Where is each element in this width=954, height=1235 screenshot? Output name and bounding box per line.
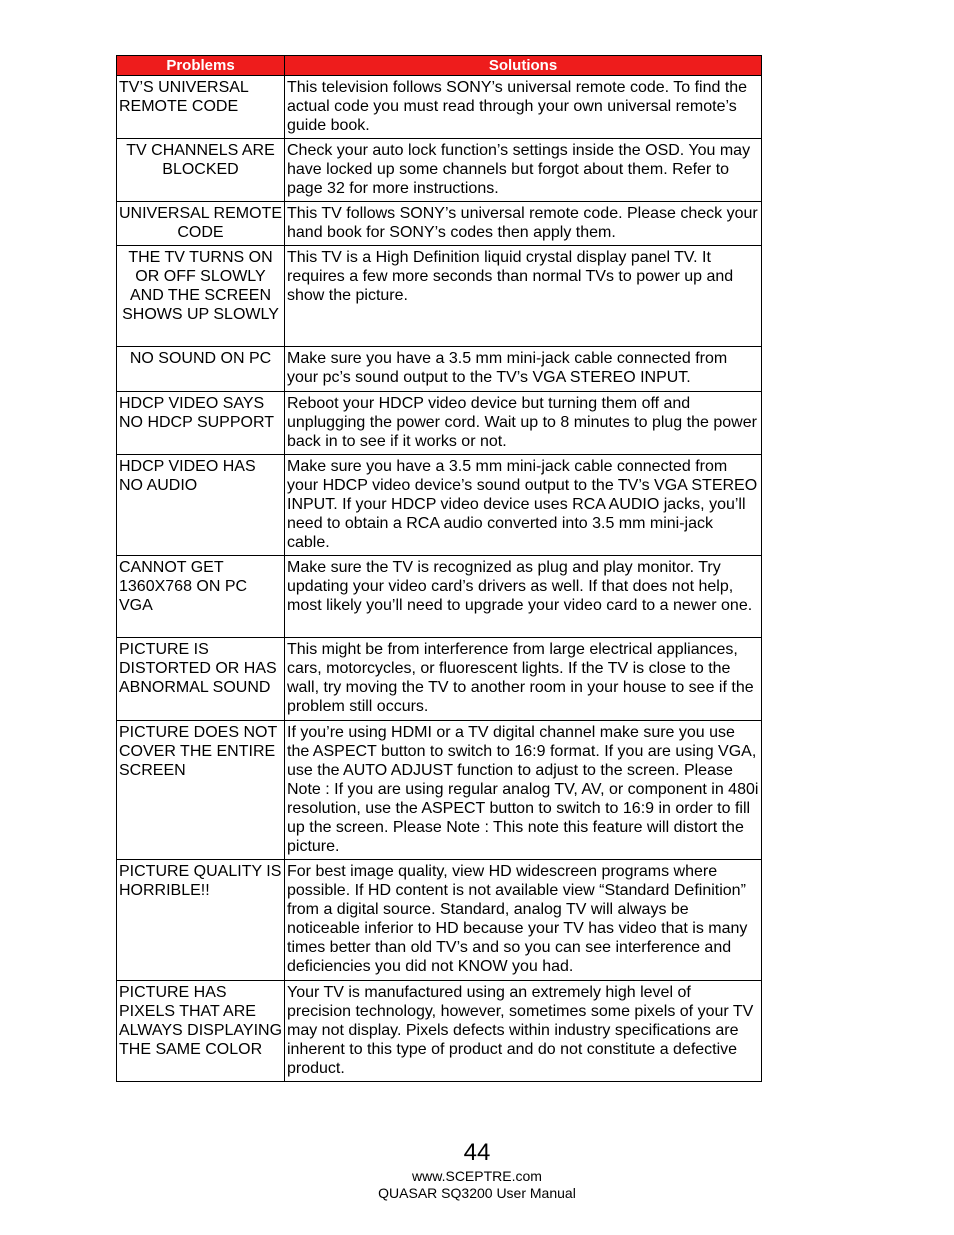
website-url: www.SCEPTRE.com (412, 1168, 542, 1184)
table-row (117, 981, 762, 1082)
solution-cell: Make sure you have a 3.5 mm mini-jack cable connected from your pc’s sound output to the TV’s VGA STEREO INPUT. (285, 347, 762, 392)
table-row (117, 721, 762, 860)
table-row (117, 347, 762, 392)
table-row (117, 246, 762, 347)
problem-cell: NO SOUND ON PC (117, 347, 285, 392)
manual-title: QUASAR SQ3200 User Manual (378, 1185, 576, 1201)
page-number: 44 (463, 1139, 491, 1166)
table-row (117, 556, 762, 638)
solution-cell: Reboot your HDCP video device but turning them off and unplugging the power cord. Wait up to 8 minutes to plug the power back in to see if it works or not. (285, 392, 762, 455)
problem-cell: PICTURE DOES NOT COVER THE ENTIRE SCREEN (117, 721, 285, 860)
solution-cell: This TV follows SONY’s universal remote code. Please check your hand book for SONY’s codes then apply them. (285, 202, 762, 246)
solution-cell: If you’re using HDMI or a TV digital channel make sure you use the ASPECT button to switch to 16:9 format. If you are using VGA, use the AUTO ADJUST function to adjust to the screen. Please Note : If you are using regular analog TV, AV, or component in 480i resolution, use the ASPECT button to switch to 16:9 in order to fill up the screen. Please Note : This note this feature will distort the picture. (285, 721, 762, 860)
table-header-row (117, 56, 762, 76)
problem-cell: PICTURE IS DISTORTED OR HAS ABNORMAL SOUND (117, 638, 285, 721)
problems-column-header: Problems (117, 56, 285, 76)
problem-cell: UNIVERSAL REMOTE CODE (117, 202, 285, 246)
solution-cell: Your TV is manufactured using an extremely high level of precision technology, however, sometimes some pixels of your TV may not display. Pixels defects within industry specifications are inherent to this type of product and do not constitute a defective product. (285, 981, 762, 1082)
problem-cell: PICTURE QUALITY IS HORRIBLE!! (117, 860, 285, 981)
table-row (117, 202, 762, 246)
table-row (117, 76, 762, 139)
table-row (117, 139, 762, 202)
problem-cell: PICTURE HAS PIXELS THAT ARE ALWAYS DISPLAYING THE SAME COLOR (117, 981, 285, 1082)
solution-cell: Make sure the TV is recognized as plug and play monitor. Try updating your video card’s drivers as well. If that does not help, most likely you’ll need to upgrade your video card to a newer one. (285, 556, 762, 638)
problem-cell: TV’S UNIVERSAL REMOTE CODE (117, 76, 285, 139)
solutions-column-header: Solutions (285, 56, 762, 76)
table-row (117, 638, 762, 721)
solution-cell: For best image quality, view HD widescreen programs where possible. If HD content is not available view “Standard Definition” from a digital source. Standard, analog TV will always be noticeable inferior to HD because your TV has video that is many times better than old TV’s and so you can see interference and deficiencies you did not KNOW you had. (285, 860, 762, 981)
problem-cell: TV CHANNELS ARE BLOCKED (117, 139, 285, 202)
solution-cell: Make sure you have a 3.5 mm mini-jack cable connected from your HDCP video device’s sound output to the TV’s VGA STEREO INPUT. If your HDCP video device uses RCA AUDIO jacks, you’ll need to obtain a RCA audio converted into 3.5 mm mini-jack cable. (285, 455, 762, 556)
table-row (117, 455, 762, 556)
solution-cell: This might be from interference from large electrical appliances, cars, motorcycles, or fluorescent lights. If the TV is close to the wall, try moving the TV to another room in your house to see if the problem still occurs. (285, 638, 762, 721)
table-row (117, 860, 762, 981)
problem-cell: THE TV TURNS ON OR OFF SLOWLY AND THE SCREEN SHOWS UP SLOWLY (117, 246, 285, 347)
problem-cell: CANNOT GET 1360X768 ON PC VGA (117, 556, 285, 638)
solution-cell: This TV is a High Definition liquid crystal display panel TV. It requires a few more seconds than normal TVs to power up and show the picture. (285, 246, 762, 347)
problem-cell: HDCP VIDEO HAS NO AUDIO (117, 455, 285, 556)
solution-cell: Check your auto lock function’s settings inside the OSD. You may have locked up some channels but forgot about them. Refer to page 32 for more instructions. (285, 139, 762, 202)
troubleshooting-table (116, 55, 762, 1082)
problem-cell: HDCP VIDEO SAYS NO HDCP SUPPORT (117, 392, 285, 455)
table-row (117, 392, 762, 455)
solution-cell: This television follows SONY’s universal remote code. To find the actual code you must read through your own universal remote’s guide book. (285, 76, 762, 139)
